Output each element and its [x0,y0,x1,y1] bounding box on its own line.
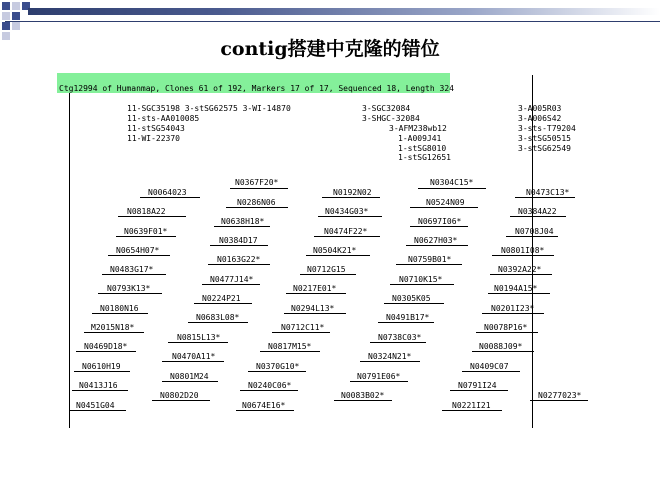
clone-label: N0286N06 [237,198,276,207]
clone-bar [214,226,270,227]
clone-label: N0409C07 [470,362,509,371]
clone-label: N0470A11* [172,352,216,361]
clone-bar [162,381,218,382]
clone-label: N0277023* [538,391,582,400]
clone-bar [84,332,144,333]
contig-header-text: Ctg12994 of Humanmap, Clones 61 of 192, Markers 17 of 17, Sequenced 18, Length 324 [59,84,454,93]
clone-label: N0654H07* [116,246,160,255]
clone-label: N0384D17 [219,236,258,245]
clone-label: N0708J04 [515,227,554,236]
clone-label: N0483G17* [110,265,154,274]
clone-bar [194,303,252,304]
clone-label: N0392A22* [498,265,542,274]
clone-label: N0524N09 [426,198,465,207]
clone-label: N0324N21* [368,352,412,361]
clone-bar [410,207,478,208]
clone-bar [74,371,130,372]
corner-square [2,22,10,30]
clone-label: N0791I24 [458,381,497,390]
marker-label: 3-sts-T79204 [518,124,576,133]
clone-bar [314,236,380,237]
clone-bar [442,410,502,411]
clone-label: N0802D20 [160,391,199,400]
clone-label: N0370G10* [256,362,300,371]
clone-label: N0413J16 [79,381,118,390]
clone-bar [515,197,575,198]
clone-label: N0473C13* [526,188,570,197]
clone-bar [72,390,128,391]
clone-label: N0491B17* [386,313,430,322]
clone-bar [240,390,298,391]
marker-label: 1-stSG8010 [398,144,447,153]
clone-label: N0078P16* [484,323,528,332]
corner-square [12,12,20,20]
clone-bar [476,332,538,333]
clone-bar [230,188,288,189]
clone-label: N0221I21 [452,401,491,410]
clone-label: N0638H18* [221,217,265,226]
clone-bar [482,313,544,314]
clone-bar [510,216,566,217]
clone-bar [284,313,346,314]
clone-bar [210,245,268,246]
clone-label: N0793K13* [107,284,151,293]
clone-label: N0683L08* [196,313,240,322]
clone-label: N0817M15* [268,342,312,351]
clone-label: N0710K15* [399,275,443,284]
clone-label: M2015N18* [91,323,135,332]
clone-label: N0477J14* [210,275,254,284]
clone-label: N0194A15* [494,284,538,293]
marker-label: 1-stSG12651 [398,153,451,162]
clone-label: N0083B02* [341,391,385,400]
slide-title: contig搭建中克隆的错位 [220,38,440,60]
clone-label: N0627H03* [414,236,458,245]
clone-bar [188,322,248,323]
clone-label: N0294L13* [291,304,335,313]
marker-label: 3-stSG50515 [518,134,571,143]
clone-bar [118,216,186,217]
clone-label: N0791E06* [357,372,401,381]
clone-label: N0801I08* [501,246,545,255]
clone-bar [492,255,554,256]
clone-bar [236,410,294,411]
clone-bar [418,188,486,189]
clone-label: N0712C11* [281,323,325,332]
clone-bar [162,361,224,362]
corner-square [2,12,10,20]
clone-bar [248,371,306,372]
clone-label: N0064023 [148,188,187,197]
clone-label: N0697I06* [418,217,462,226]
clone-bar [318,216,382,217]
clone-bar [530,400,588,401]
corner-square [12,22,20,30]
clone-bar [396,264,462,265]
clone-bar [322,197,380,198]
clone-bar [70,410,126,411]
clone-bar [76,351,136,352]
clone-label: N0434G03* [325,207,369,216]
clone-bar [334,400,392,401]
clone-bar [490,274,552,275]
marker-label: 3-stSG62549 [518,144,571,153]
clone-label: N0674E16* [242,401,286,410]
corner-square [12,2,20,10]
clone-bar [300,274,356,275]
clone-bar [378,322,434,323]
clone-label: N0201I23* [491,304,535,313]
clone-label: N0240C06* [248,381,292,390]
marker-label: 1-A009J41 [398,134,442,143]
clone-bar [506,236,558,237]
clone-bar [286,293,346,294]
title-rule [5,21,660,22]
clone-bar [360,361,420,362]
clone-bar [168,342,228,343]
marker-label: 11-WI-22370 [127,134,180,143]
marker-label: 3-A006S42 [518,114,562,123]
clone-label: N0639F01* [124,227,168,236]
clone-bar [450,390,508,391]
corner-square [2,2,10,10]
clone-bar [92,313,148,314]
clone-label: N0384A22 [518,207,557,216]
marker-label: 3-SGC32084 [362,104,411,113]
clone-label: N0192N02 [333,188,372,197]
clone-bar [102,274,166,275]
clone-label: N0801M24 [170,372,209,381]
clone-bar [390,284,454,285]
clone-label: N0759B01* [408,255,452,264]
clone-label: N0610H19 [82,362,121,371]
clone-label: N0180N16 [100,304,139,313]
clone-label: N0474F22* [324,227,368,236]
clone-bar [488,293,550,294]
clone-bar [226,207,288,208]
clone-label: N0504K21* [313,246,357,255]
clone-bar [306,255,370,256]
clone-label: N0815L13* [177,333,221,342]
clone-bar [108,255,170,256]
clone-label: N0712G15 [307,265,346,274]
clone-bar [116,236,176,237]
clone-bar [462,371,520,372]
clone-label: N0224P21 [202,294,241,303]
clone-label: N0469D18* [84,342,128,351]
clone-label: N0088J09* [479,342,523,351]
clone-bar [208,264,270,265]
marker-label: 3-AFM238wb12 [389,124,447,133]
clone-bar [350,381,408,382]
clone-label: N0304C15* [430,178,474,187]
clone-bar [406,245,468,246]
clone-label: N0163G22* [217,255,261,264]
marker-label: 3-SHGC-32084 [362,114,420,123]
clone-bar [272,332,330,333]
clone-label: N0305K05 [392,294,431,303]
clone-bar [202,284,260,285]
title-gradient-stripe [28,8,660,15]
clone-label: N0818A22 [127,207,166,216]
marker-label: 11-stSG54043 [127,124,185,133]
clone-label: N0217E01* [293,284,337,293]
clone-label: N0367F20* [235,178,279,187]
clone-label: N0451G04 [76,401,115,410]
clone-bar [152,400,210,401]
clone-bar [472,351,534,352]
marker-label: 11-sts-AA010085 [127,114,200,123]
clone-bar [140,197,200,198]
clone-bar [384,303,444,304]
clone-bar [370,342,426,343]
clone-label: N0738C03* [378,333,422,342]
contig-axis-line [69,93,70,428]
marker-label: 11-SGC35198 3-stSG62575 3-WI-14870 [127,104,291,113]
clone-bar [260,351,320,352]
clone-bar [410,226,468,227]
marker-label: 3-A005R03 [518,104,562,113]
clone-bar [98,293,162,294]
